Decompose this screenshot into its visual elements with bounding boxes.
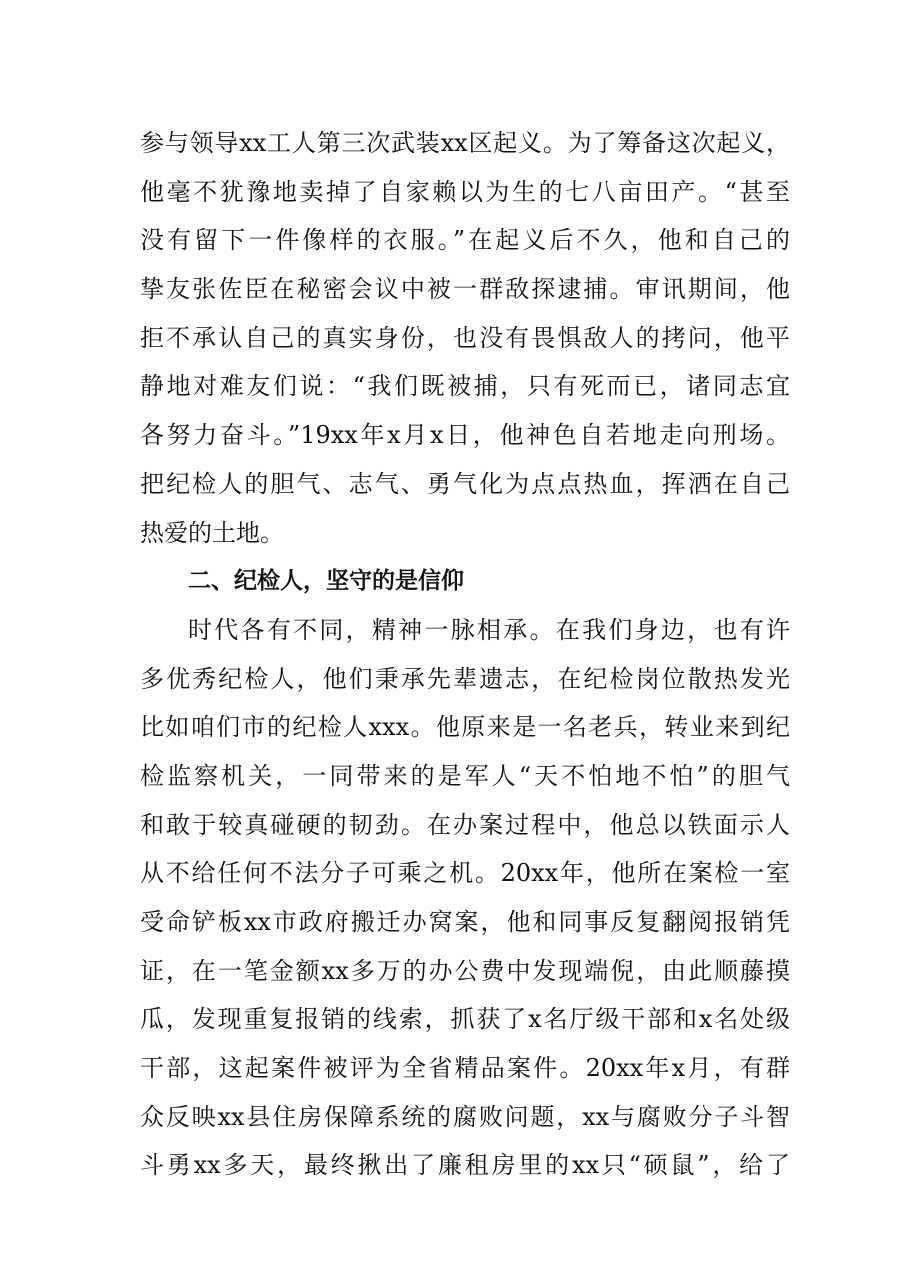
text-line: 时代各有不同，精神一脉相承。在我们身边，也有许: [188, 615, 790, 644]
text-line: 检监察机关，一同带来的是军人“天不怕地不怕”的胆气: [140, 761, 790, 790]
text-line: 没有留下一件像样的衣服。”在起义后不久，他和自己的: [140, 226, 790, 255]
text-line: 各努力奋斗。”19xx年x月x日，他神色自若地走向刑场。: [140, 421, 790, 450]
text-line: 受命铲板xx市政府搬迁办窝案，他和同事反复翻阅报销凭: [140, 908, 790, 936]
text-line: 静地对难友们说：“我们既被捕，只有死而已，诸同志宜: [140, 372, 790, 401]
text-line: 挚友张佐臣在秘密会议中被一群敌探逮捕。审讯期间，他: [140, 275, 790, 304]
text-line: 热爱的土地。: [140, 518, 284, 547]
document-body: [140, 119, 790, 1190]
text-line: 众反映xx县住房保障系统的腐败问题，xx与腐败分子斗智: [140, 1102, 790, 1131]
text-line: 把纪检人的胆气、志气、勇气化为点点热血，挥洒在自己: [140, 469, 790, 498]
text-line: 参与领导xx工人第三次武装xx区起义。为了筹备这次起义，: [140, 129, 790, 157]
text-line: 证，在一笔金额xx多万的办公费中发现端倪，由此顺藤摸: [140, 956, 790, 985]
text-line: 瓜，发现重复报销的线索，抓获了x名厅级干部和x名处级: [140, 1005, 790, 1034]
text-line: 干部，这起案件被评为全省精品案件。20xx年x月，有群: [140, 1054, 790, 1083]
text-line: 斗勇xx多天，最终揪出了廉租房里的xx只“硕鼠”，给了: [140, 1151, 790, 1180]
text-line: 拒不承认自己的真实身份，也没有畏惧敌人的拷问，他平: [140, 323, 790, 352]
text-line: 多优秀纪检人，他们秉承先辈遗志，在纪检岗位散热发光: [140, 664, 790, 693]
text-line: 和敢于较真碰硬的韧劲。在办案过程中，他总以铁面示人: [140, 810, 790, 839]
text-line: 比如咱们市的纪检人xxx。他原来是一名老兵，转业来到纪: [140, 713, 790, 742]
section-heading: 二、纪检人，坚守的是信仰: [188, 568, 464, 595]
text-line: 他毫不犹豫地卖掉了自家赖以为生的七八亩田产。“甚至: [140, 177, 790, 206]
text-line: 从不给任何不法分子可乘之机。20xx年，他所在案检一室: [140, 859, 790, 888]
